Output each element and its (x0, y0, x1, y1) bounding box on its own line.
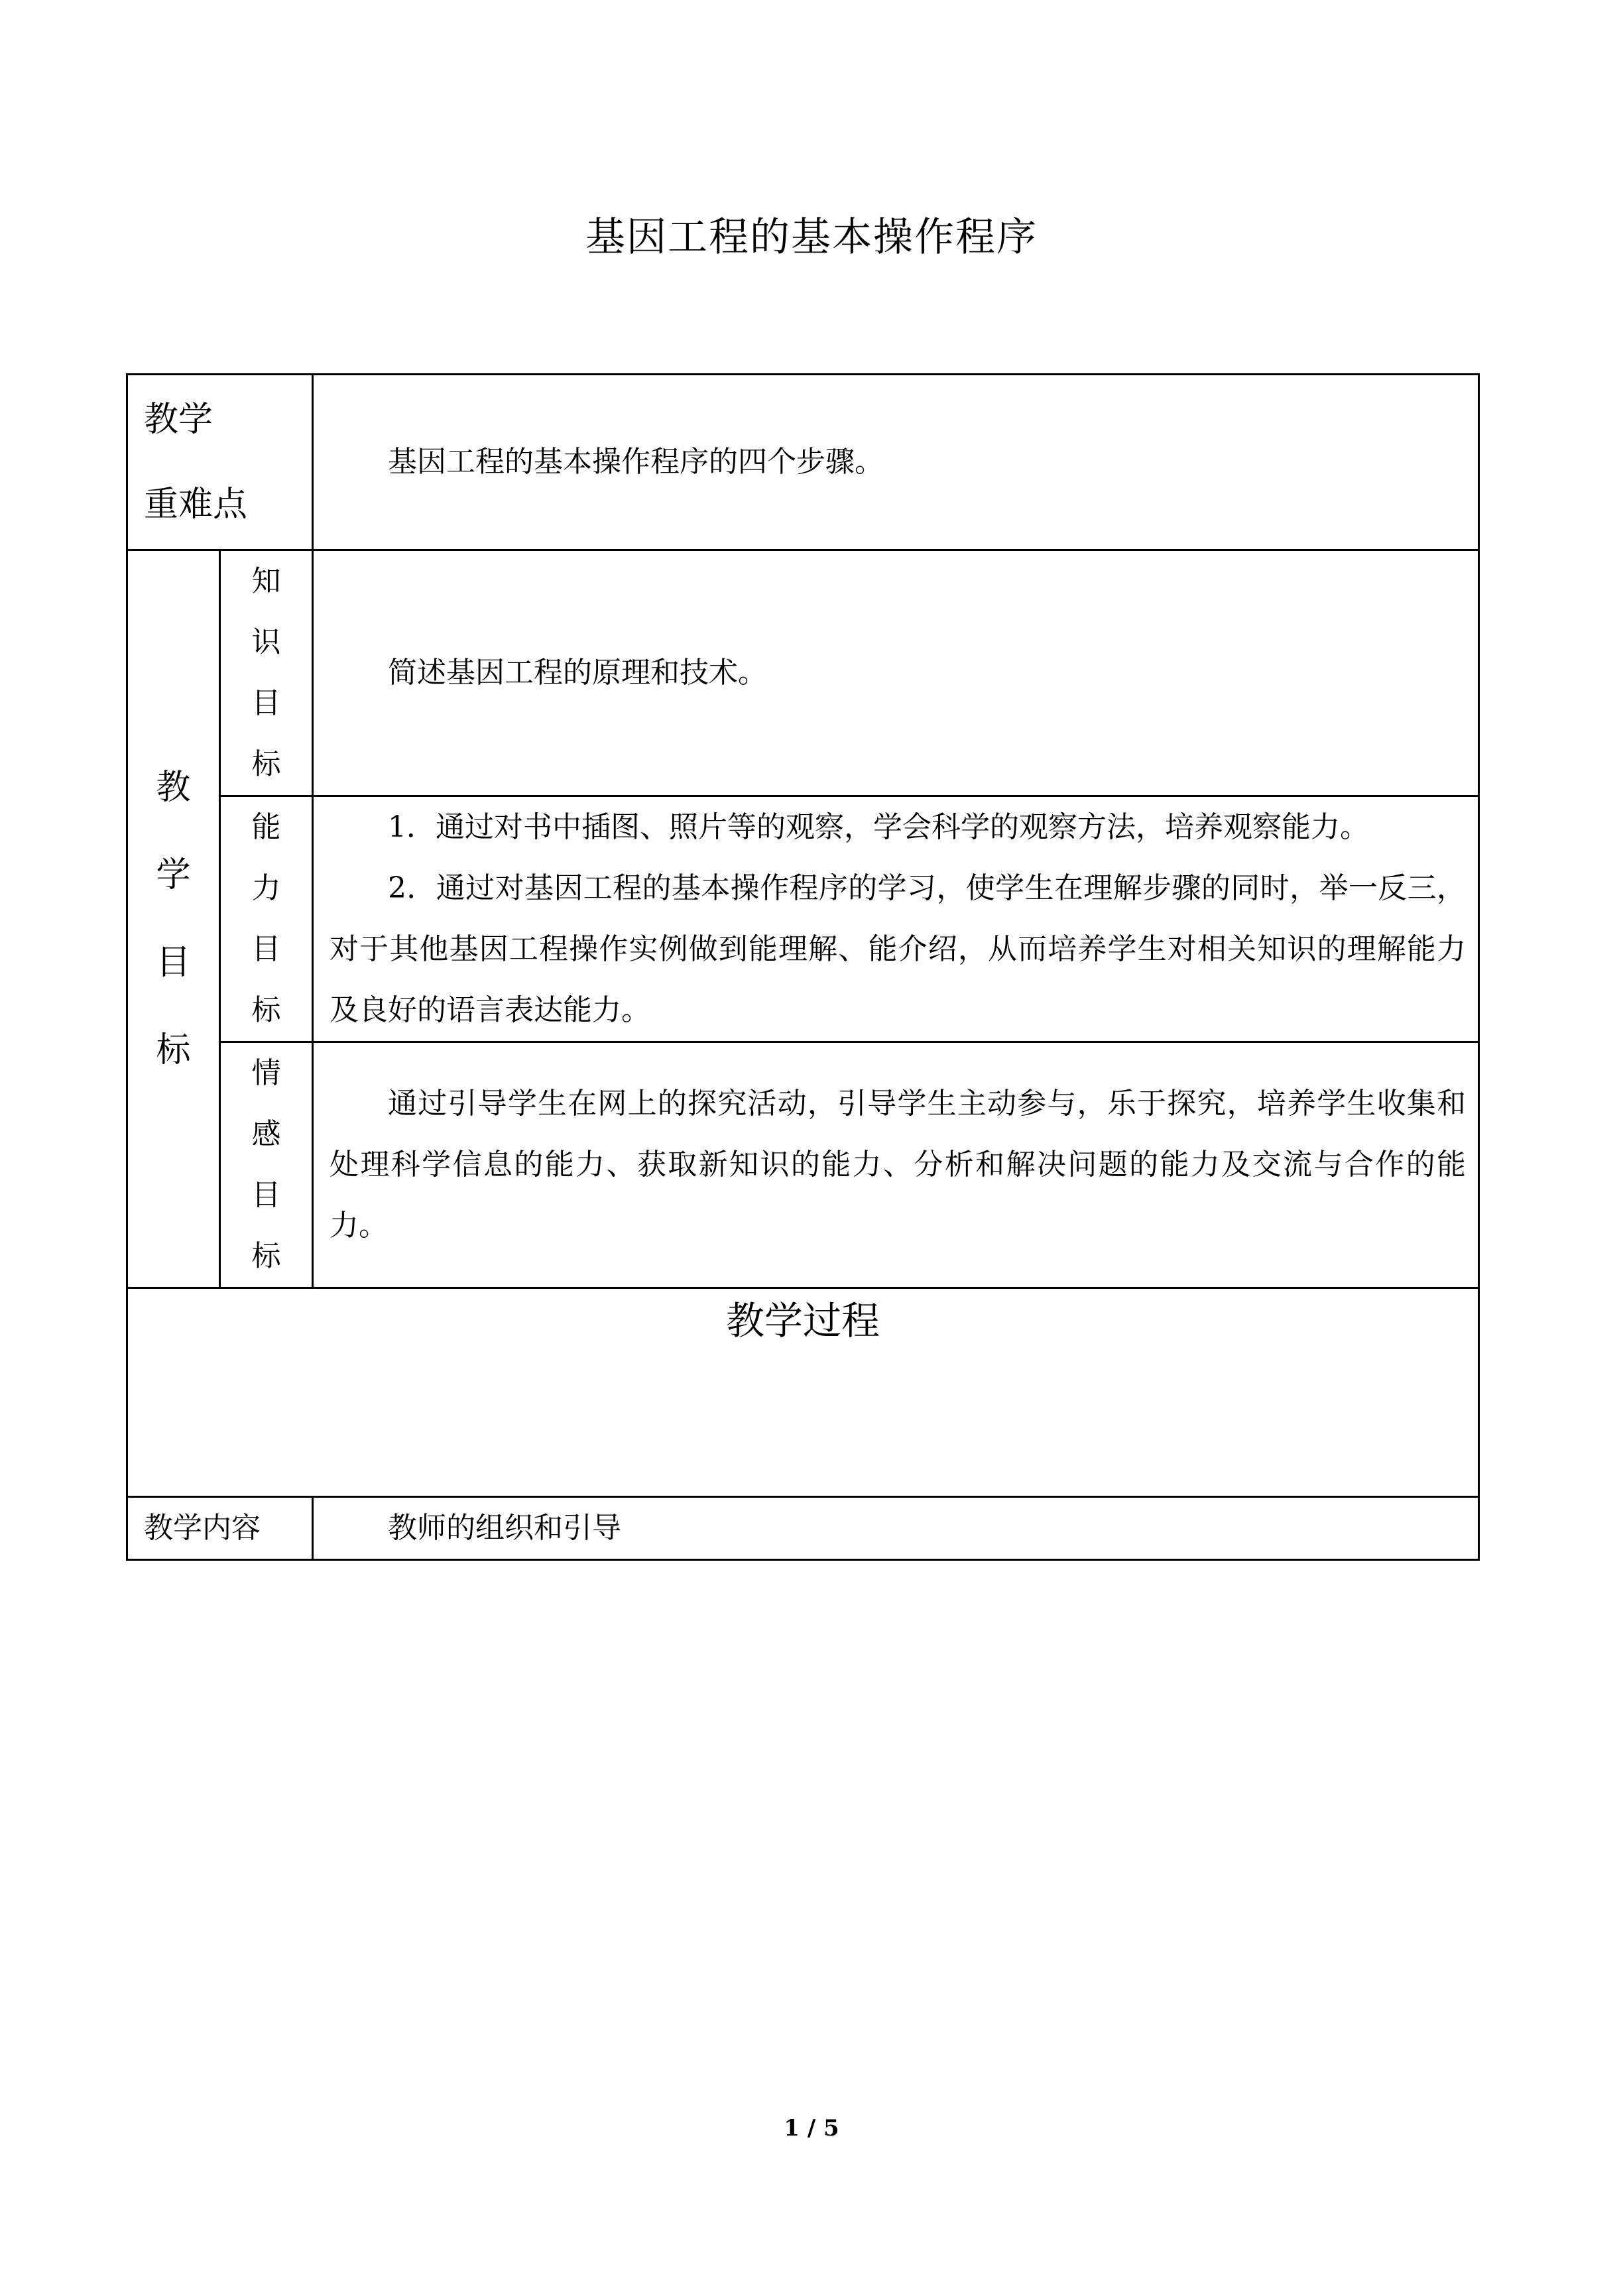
focus-label-line2: 重难点 (144, 485, 248, 524)
ability-goal-item-1: 1．通过对书中插图、照片等的观察，学会科学的观察方法，培养观察能力。 (388, 810, 1370, 844)
goals-label-char: 目 (156, 943, 191, 983)
knowledge-goal-label (220, 550, 313, 796)
knowledge-label-char: 标 (251, 747, 281, 781)
emotion-goal-content (313, 1042, 1479, 1288)
knowledge-label-char: 目 (251, 686, 281, 720)
ability-label-char: 力 (251, 871, 281, 905)
guide-column-header (313, 1497, 1479, 1560)
knowledge-label-char: 知 (251, 564, 281, 598)
ability-label-char: 标 (251, 993, 281, 1027)
goals-label (127, 550, 220, 1288)
ability-goal-row (127, 796, 1479, 1042)
ability-label-char: 目 (251, 932, 281, 966)
guide-column-label: 教师的组织和引导 (388, 1511, 622, 1545)
process-heading-row (127, 1288, 1479, 1497)
focus-label (127, 375, 313, 550)
emotion-label-char: 情 (251, 1056, 281, 1090)
ability-goal-label (220, 796, 313, 1042)
focus-text: 基因工程的基本操作程序的四个步骤。 (388, 445, 884, 479)
focus-row (127, 375, 1479, 550)
goals-label-char: 教 (156, 768, 191, 808)
goals-label-char: 标 (156, 1030, 191, 1070)
goals-label-char: 学 (156, 855, 191, 895)
process-heading: 教学过程 (127, 1288, 1479, 1497)
ability-goal-item-2: 2．通过对基因工程的基本操作程序的学习，使学生在理解步骤的同时，举一反三，对于其他基因工程操作实例做到能理解、能介绍，从而培养学生对相关知识的理解能力及良好的语言表达能力。 (330, 871, 1467, 1027)
emotion-goal-label (220, 1042, 313, 1288)
emotion-goal-row (127, 1042, 1479, 1288)
content-column-header: 教学内容 (127, 1497, 313, 1560)
emotion-goal-text: 通过引导学生在网上的探究活动，引导学生主动参与，乐于探究，培养学生收集和处理科学信息的能力、获取新知识的能力、分析和解决问题的能力及交流与合作的能力。 (330, 1087, 1467, 1242)
knowledge-goal-content (313, 550, 1479, 796)
emotion-label-char: 目 (251, 1178, 281, 1212)
document-title: 基因工程的基本操作程序 (585, 214, 1038, 261)
focus-label-line1: 教学 (144, 400, 213, 440)
knowledge-label-char: 识 (251, 625, 281, 659)
ability-goal-content (313, 796, 1479, 1042)
page-number: 1 / 5 (784, 2115, 839, 2142)
emotion-label-char: 感 (251, 1117, 281, 1151)
process-columns-row (127, 1497, 1479, 1560)
lesson-plan-table (126, 373, 1480, 1561)
knowledge-goal-text: 简述基因工程的原理和技术。 (388, 656, 768, 690)
knowledge-goal-row (127, 550, 1479, 796)
ability-label-char: 能 (251, 810, 281, 844)
emotion-label-char: 标 (251, 1239, 281, 1273)
focus-content (313, 375, 1479, 550)
